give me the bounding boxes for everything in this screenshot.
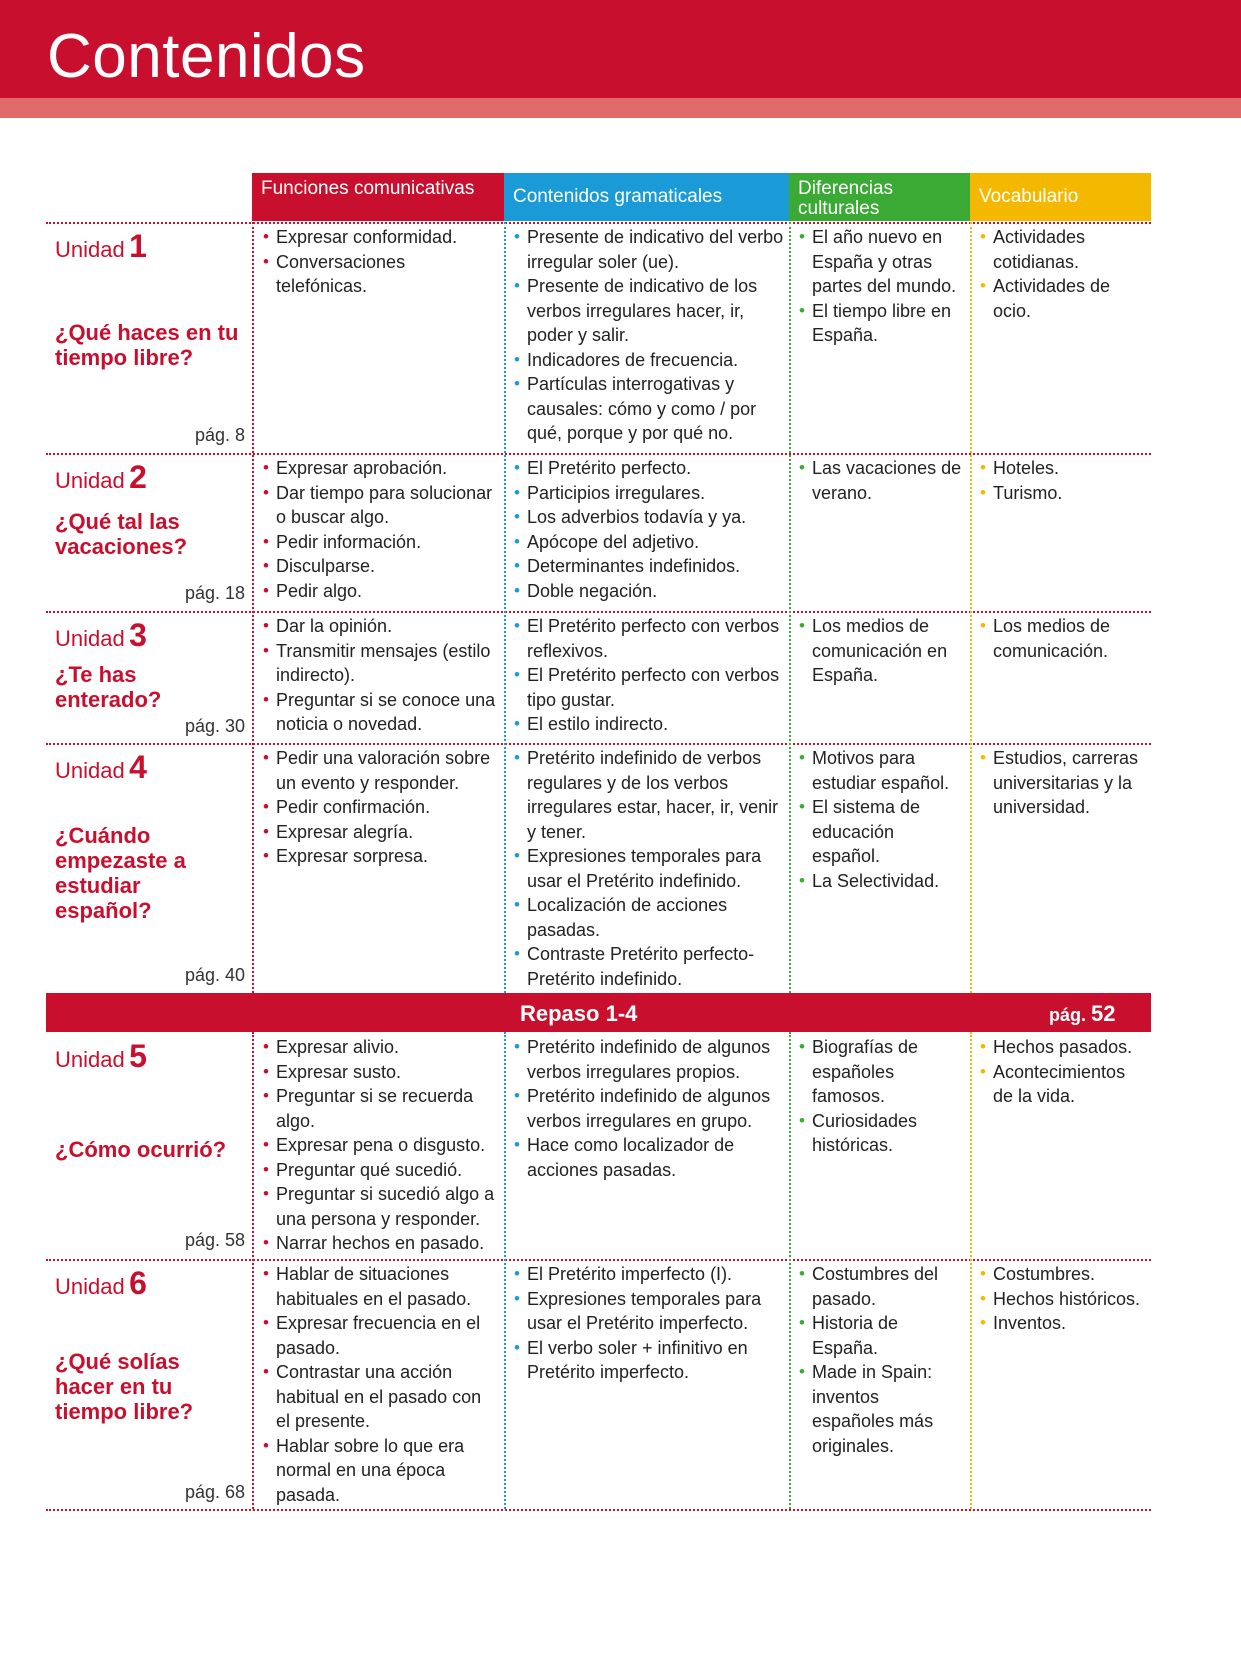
list-item: • Expresar susto. [262,1060,500,1085]
list-item: • Contraste Pretérito perfecto-Pretérito indefinido. [513,942,785,991]
unit-heading [55,459,250,496]
list-item: • Pretérito indefinido de algunos verbos irregulares en grupo. [513,1084,785,1133]
repaso-page-label: pág. [1049,1005,1087,1025]
vocabulario-list [979,225,1147,323]
list-item: • Los adverbios todavía y ya. [513,505,785,530]
unit-label: Unidad [55,626,125,651]
cultura-list [798,456,966,505]
vocabulario-list [979,456,1147,505]
vocabulario-list [979,1262,1147,1336]
unit-page: pág. 8 [194,425,245,445]
list-item: • Expresiones temporales para usar el Pretérito imperfecto. [513,1287,785,1336]
list-item: • Expresar frecuencia en el pasado. [262,1311,500,1360]
unit-label: Unidad [55,468,125,493]
list-item: • Expresar pena o disgusto. [262,1133,500,1158]
list-item: • Las vacaciones de verano. [798,456,966,505]
list-item: • Costumbres. [979,1262,1147,1287]
list-item: • El Pretérito perfecto con verbos tipo gustar. [513,663,785,712]
header-gramatica [504,173,789,221]
header-vocabulario [970,173,1151,221]
list-item: • Contrastar una acción habitual en el pasado con el presente. [262,1360,500,1434]
list-item: • El estilo indirecto. [513,712,785,737]
list-item: • Doble negación. [513,579,785,604]
list-item: • Participios irregulares. [513,481,785,506]
row-divider [46,611,1151,613]
list-item: • Partículas interrogativas y causales: cómo y como / por qué, porque y por qué no. [513,372,785,446]
vocabulario-list [979,746,1147,820]
list-item: • Expresar alegría. [262,820,500,845]
list-item: • Localización de acciones pasadas. [513,893,785,942]
list-item: • Expresar sorpresa. [262,844,500,869]
list-item: • El Pretérito imperfecto (I). [513,1262,785,1287]
column-divider [252,222,254,993]
unit-label: Unidad [55,1274,125,1299]
list-item: • Curiosidades históricas. [798,1109,966,1158]
unit-number: 5 [129,1038,147,1074]
list-item: • Hoteles. [979,456,1147,481]
list-item: • Los medios de comunicación en España. [798,614,966,688]
row-divider [46,1509,1151,1511]
list-item: • El tiempo libre en España. [798,299,966,348]
unit-label: Unidad [55,237,125,262]
funciones-list [262,614,500,737]
list-item: • Pedir algo. [262,579,500,604]
unit-number: 1 [129,228,147,264]
list-item: • Presente de indicativo del verbo irregular soler (ue). [513,225,785,274]
header-cultura [789,173,970,221]
list-item: • Preguntar si se recuerda algo. [262,1084,500,1133]
unit-page: pág. 18 [184,583,245,603]
list-item: • Presente de indicativo de los verbos irregulares hacer, ir, poder y salir. [513,274,785,348]
unit-heading [55,1265,250,1302]
list-item: • Los medios de comunicación. [979,614,1147,663]
unit-question: ¿Qué solías hacer en tu tiempo libre? [55,1349,194,1424]
gramatica-list [513,1035,785,1182]
list-item: • El año nuevo en España y otras partes del mundo. [798,225,966,299]
row-divider [46,743,1151,745]
list-item: • Expresiones temporales para usar el Pretérito indefinido. [513,844,785,893]
list-item: • El sistema de educación español. [798,795,966,869]
list-item: • Biografías de españoles famosos. [798,1035,966,1109]
list-item: • Hechos históricos. [979,1287,1147,1312]
list-item: • Acontecimientos de la vida. [979,1060,1147,1109]
vocabulario-list [979,614,1147,663]
gramatica-list [513,456,785,603]
unit-question: ¿Qué tal las vacaciones? [55,509,188,559]
list-item: • Hace como localizador de acciones pasadas. [513,1133,785,1182]
column-divider [504,222,506,993]
list-item: • Pedir información. [262,530,500,555]
header-cultura-label: Diferencias culturales [798,178,894,219]
list-item: • Hablar sobre lo que era normal en una época pasada. [262,1434,500,1508]
unit-page: pág. 40 [184,965,245,985]
list-item: • La Selectividad. [798,869,966,894]
list-item: • Pedir una valoración sobre un evento y responder. [262,746,500,795]
list-item: • Estudios, carreras universitarias y la universidad. [979,746,1147,820]
gramatica-list [513,1262,785,1385]
row-divider [46,453,1151,455]
list-item: • Made in Spain: inventos españoles más originales. [798,1360,966,1458]
header-vocabulario-label: Vocabulario [979,186,1079,207]
list-item: • Conversaciones telefónicas. [262,250,500,299]
gramatica-list [513,225,785,446]
list-item: • Hechos pasados. [979,1035,1147,1060]
funciones-list [262,456,500,603]
list-item: • Hablar de situaciones habituales en el pasado. [262,1262,500,1311]
list-item: • Disculparse. [262,554,500,579]
unit-heading [55,228,250,265]
unit-page: pág. 68 [184,1482,245,1502]
list-item: • Costumbres del pasado. [798,1262,966,1311]
list-item: • Pretérito indefinido de algunos verbos irregulares propios. [513,1035,785,1084]
cultura-list [798,1035,966,1158]
list-item: • Apócope del adjetivo. [513,530,785,555]
cultura-list [798,614,966,688]
list-item: • Indicadores de frecuencia. [513,348,785,373]
vocabulario-list [979,1035,1147,1109]
column-divider [970,1032,972,1509]
list-item: • Dar tiempo para solucionar o buscar algo. [262,481,500,530]
funciones-list [262,1035,500,1256]
list-item: • El Pretérito perfecto con verbos reflexivos. [513,614,785,663]
list-item: • Preguntar si se conoce una noticia o novedad. [262,688,500,737]
funciones-list [262,225,500,299]
list-item: • Determinantes indefinidos. [513,554,785,579]
list-item: • El verbo soler + infinitivo en Pretérito imperfecto. [513,1336,785,1385]
list-item: • Narrar hechos en pasado. [262,1231,500,1256]
unit-page: pág. 58 [184,1230,245,1250]
list-item: • Expresar alivio. [262,1035,500,1060]
column-divider [504,1032,506,1509]
unit-heading [55,617,250,654]
unit-number: 2 [129,459,147,495]
list-item: • Pedir confirmación. [262,795,500,820]
list-item: • Actividades de ocio. [979,274,1147,323]
header-gramatica-label: Contenidos gramaticales [513,186,723,207]
unit-heading [55,749,250,786]
gramatica-list [513,614,785,737]
list-item: • Preguntar si sucedió algo a una persona y responder. [262,1182,500,1231]
column-divider [252,1032,254,1509]
unit-label: Unidad [55,758,125,783]
row-divider [46,1259,1151,1261]
cultura-list [798,225,966,348]
repaso-band [46,993,1151,1032]
unit-number: 6 [129,1265,147,1301]
header-funciones-label: Funciones comunicativas [261,178,475,199]
list-item: • Preguntar qué sucedió. [262,1158,500,1183]
row-divider [46,222,1151,224]
list-item: • Pretérito indefinido de verbos regulares y de los verbos irregulares estar, hacer, ir, venir y tener. [513,746,785,844]
list-item: • Actividades cotidianas. [979,225,1147,274]
list-item: • Expresar conformidad. [262,225,500,250]
repaso-page [1049,1001,1116,1027]
repaso-page-number: 52 [1091,1001,1116,1026]
unit-heading [55,1038,250,1075]
header-funciones [252,173,504,221]
unit-question: ¿Cuándo empezaste a estudiar español? [55,823,186,923]
list-item: • Inventos. [979,1311,1147,1336]
gramatica-list [513,746,785,991]
list-item: • Motivos para estudiar español. [798,746,966,795]
column-divider [789,1032,791,1509]
unit-number: 3 [129,617,147,653]
repaso-title: Repaso 1-4 [520,1001,638,1026]
cultura-list [798,1262,966,1458]
title-band-stripe [0,98,1241,118]
unit-label: Unidad [55,1047,125,1072]
list-item: • Dar la opinión. [262,614,500,639]
column-divider [789,222,791,993]
list-item: • Turismo. [979,481,1147,506]
list-item: • Expresar aprobación. [262,456,500,481]
list-item: • Historia de España. [798,1311,966,1360]
list-item: • Transmitir mensajes (estilo indirecto). [262,639,500,688]
page-title: Contenidos [47,22,366,91]
funciones-list [262,746,500,869]
funciones-list [262,1262,500,1507]
column-divider [970,222,972,993]
list-item: • El Pretérito perfecto. [513,456,785,481]
unit-question: ¿Te has enterado? [55,662,162,712]
cultura-list [798,746,966,893]
unit-question: ¿Cómo ocurrió? [55,1137,227,1162]
unit-page: pág. 30 [184,716,245,736]
unit-question: ¿Qué haces en tu tiempo libre? [55,320,239,370]
unit-number: 4 [129,749,147,785]
